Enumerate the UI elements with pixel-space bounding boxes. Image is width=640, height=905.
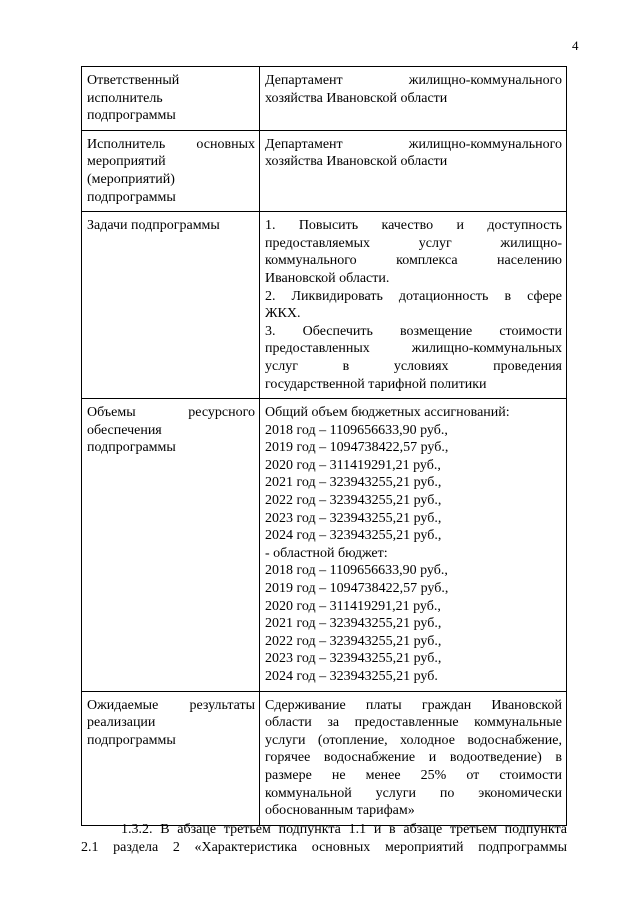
- row-value-line: горячее водоснабжение и водоотведение) в: [265, 750, 562, 766]
- row-value-line: 2019 год – 1094738422,57 руб.,: [265, 440, 449, 456]
- table-row: [82, 130, 567, 211]
- row-value-line: 3. Обеспечить возмещение стоимости: [265, 323, 562, 339]
- row-label-line: Ожидаемые результаты: [87, 697, 255, 713]
- row-label-line: обеспечения: [87, 422, 162, 438]
- page-number: 4: [572, 38, 579, 53]
- row-value-line: 1. Повысить качество и доступность: [265, 218, 562, 234]
- row-value-cell: [260, 399, 567, 692]
- row-value-cell: [260, 212, 567, 399]
- row-value-line: области за предоставленные коммунальные: [265, 715, 562, 731]
- row-label-line: (мероприятий): [87, 171, 175, 187]
- row-label-line: подпрограммы: [87, 732, 176, 748]
- row-label-line: Объемы ресурсного: [87, 405, 255, 421]
- row-value-line: 2021 год – 323943255,21 руб.,: [265, 475, 442, 491]
- table-row: [82, 212, 567, 399]
- table-row: [82, 399, 567, 692]
- row-label-cell: [82, 67, 260, 131]
- row-label-cell: [82, 399, 260, 692]
- row-label-line: Задачи подпрограммы: [87, 218, 220, 234]
- row-value-line: ЖКХ.: [265, 306, 301, 322]
- row-value-line: 2018 год – 1109656633,90 руб.,: [265, 422, 448, 438]
- row-value-line: - областной бюджет:: [265, 545, 388, 561]
- row-value-line: 2024 год – 323943255,21 руб.,: [265, 528, 442, 544]
- row-value-cell: [260, 67, 567, 131]
- paragraph-line: 1.3.2. В абзаце третьем подпункта 1.1 и в абзаце третьем подпункта: [121, 822, 567, 837]
- row-value-line: предоставленных жилищно-коммунальных: [265, 341, 562, 357]
- row-value-line: обоснованным тарифам»: [265, 803, 415, 819]
- row-value-line: хозяйства Ивановской области: [265, 90, 448, 106]
- row-value-cell: [260, 691, 567, 825]
- row-value-line: 2023 год – 323943255,21 руб.,: [265, 651, 442, 667]
- row-value-line: Департамент жилищно-коммунального: [265, 73, 562, 88]
- row-value-line: 2023 год – 323943255,21 руб.,: [265, 510, 442, 526]
- row-value-line: услуг в условиях проведения: [265, 358, 562, 374]
- row-value-line: размере не менее 25% от стоимости: [265, 767, 562, 783]
- row-label-line: подпрограммы: [87, 440, 176, 456]
- row-value-line: Сдерживание платы граждан Ивановской: [265, 697, 562, 713]
- row-value-line: 2024 год – 323943255,21 руб.: [265, 669, 438, 684]
- row-value-line: предоставляемых услуг жилищно-: [265, 235, 562, 251]
- subprogram-passport-table: [81, 66, 567, 826]
- paragraph-line: 2.1 раздела 2 «Характеристика основных мероприятий подпрограммы: [81, 839, 567, 855]
- row-value-line: хозяйства Ивановской области: [265, 154, 448, 170]
- row-label-cell: [82, 212, 260, 399]
- row-label-line: подпрограммы: [87, 108, 176, 124]
- row-label-line: Ответственный: [87, 73, 180, 88]
- row-label-line: подпрограммы: [87, 189, 176, 205]
- row-value-line: 2020 год – 311419291,21 руб.,: [265, 457, 441, 473]
- row-label-cell: [82, 130, 260, 211]
- row-value-line: 2018 год – 1109656633,90 руб.,: [265, 563, 448, 579]
- row-label-line: мероприятий: [87, 154, 166, 170]
- row-value-line: 2019 год – 1094738422,57 руб.,: [265, 581, 449, 597]
- row-value-line: 2. Ликвидировать дотационность в сфере: [265, 288, 562, 304]
- row-value-line: Департамент жилищно-коммунального: [265, 136, 562, 152]
- row-value-line: 2022 год – 323943255,21 руб.,: [265, 493, 442, 509]
- amendment-paragraph: [81, 821, 567, 856]
- row-value-line: 2020 год – 311419291,21 руб.,: [265, 598, 441, 614]
- row-value-line: 2021 год – 323943255,21 руб.,: [265, 616, 442, 632]
- row-value-cell: [260, 130, 567, 211]
- row-label-cell: [82, 691, 260, 825]
- row-value-line: Общий объем бюджетных ассигнований:: [265, 405, 510, 421]
- row-value-line: 2022 год – 323943255,21 руб.,: [265, 633, 442, 649]
- table-row: [82, 691, 567, 825]
- row-label-line: Исполнитель основных: [87, 136, 255, 152]
- table-row: [82, 67, 567, 131]
- row-value-line: коммунальной услуги по экономически: [265, 785, 562, 801]
- row-value-line: услуги (отопление, холодное водоснабжение,: [265, 732, 562, 748]
- row-value-line: Ивановской области.: [265, 270, 390, 286]
- row-value-line: коммунального комплекса населению: [265, 253, 562, 269]
- row-value-line: государственной тарифной политики: [265, 376, 487, 392]
- row-label-line: исполнитель: [87, 90, 163, 106]
- row-label-line: реализации: [87, 715, 156, 731]
